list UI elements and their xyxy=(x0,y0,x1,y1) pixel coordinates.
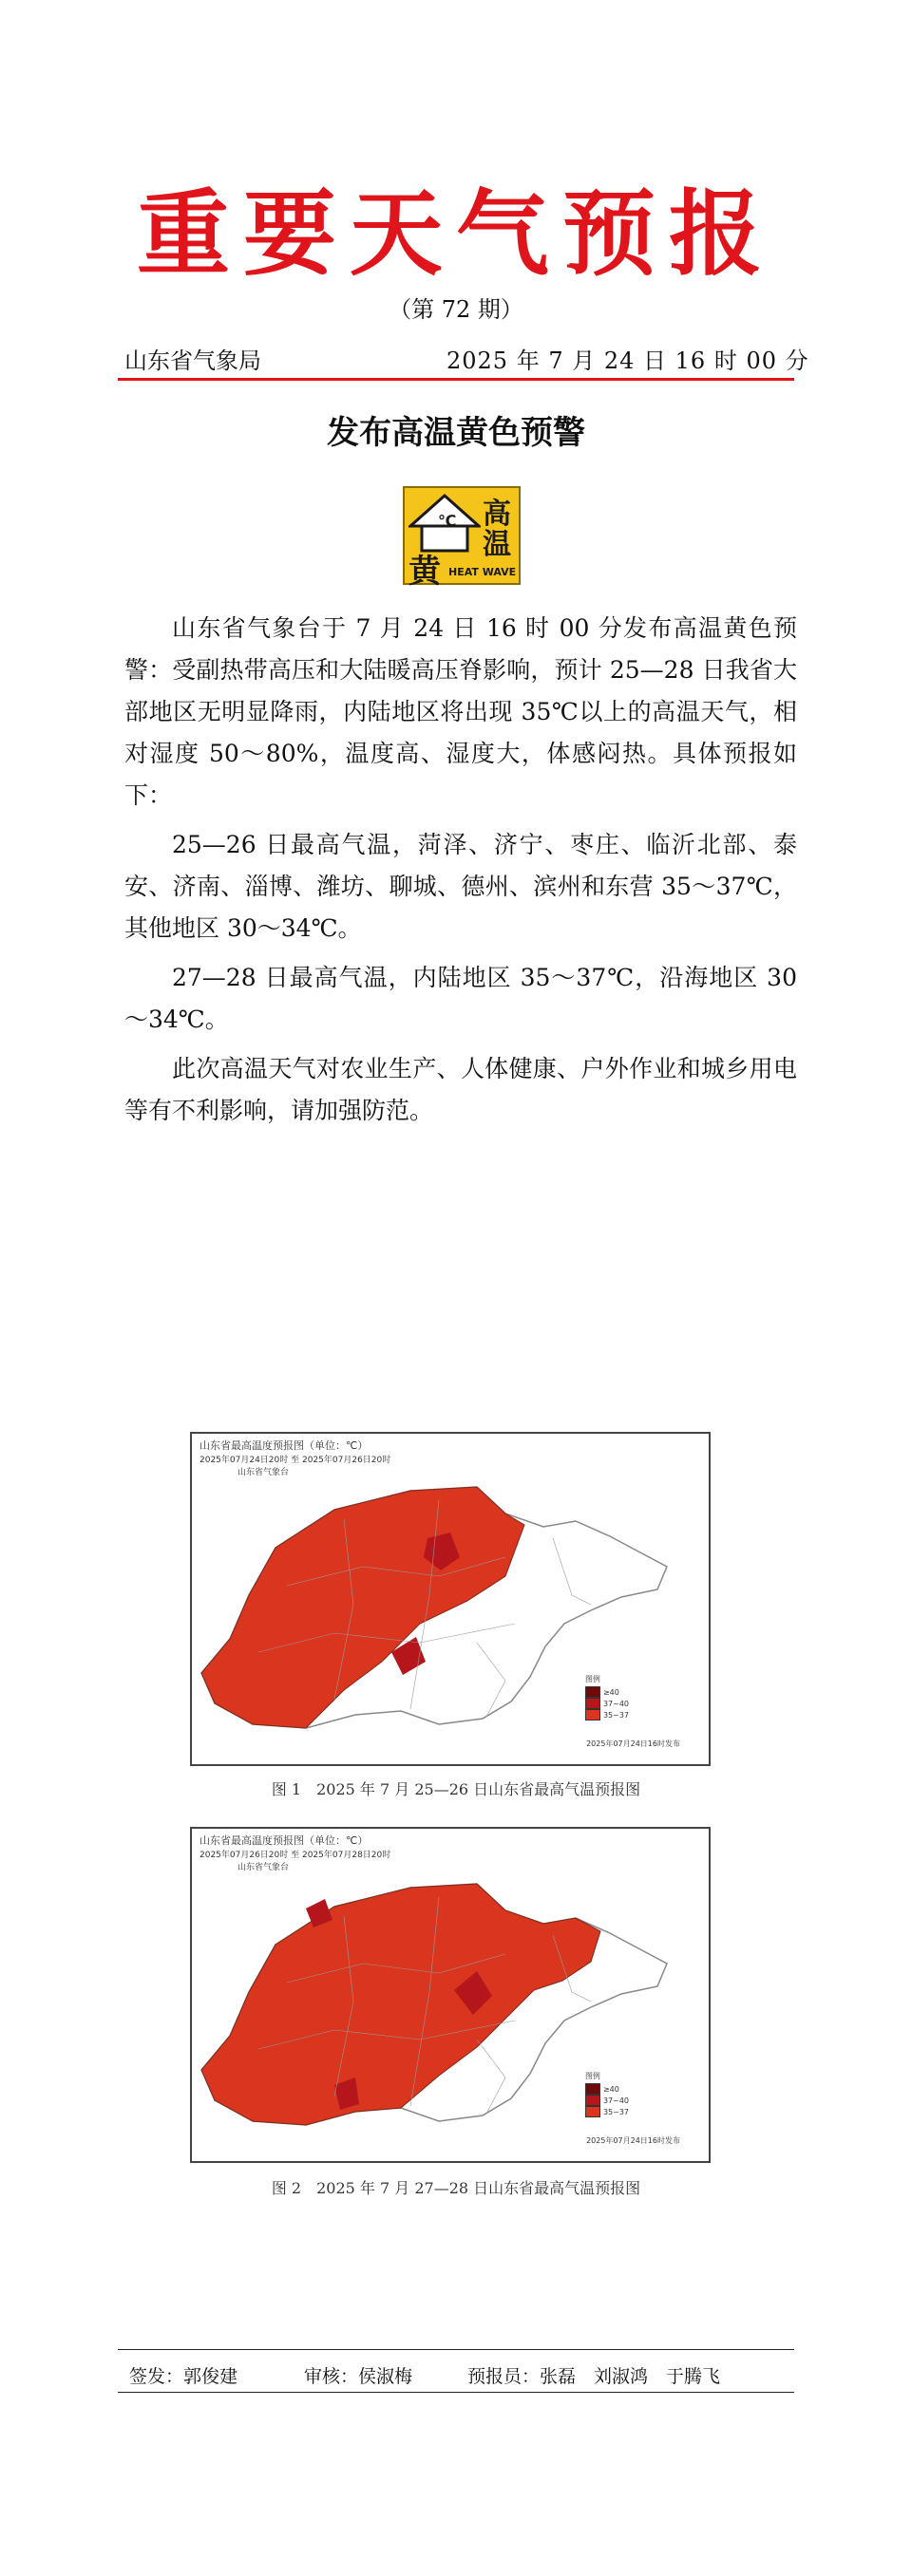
legend-label: 35~37 xyxy=(602,1710,629,1720)
sign-char-temperature: 温 xyxy=(483,528,511,561)
forecast-body xyxy=(124,608,797,1139)
legend-title: 图例 xyxy=(584,1675,600,1683)
legend-label: ≥40 xyxy=(602,1687,619,1697)
figure-2-caption: 图 2 2025 年 7 月 27—28 日山东省最高气温预报图 xyxy=(271,2179,641,2197)
legend-label: 37~40 xyxy=(602,1699,629,1708)
legend-swatch xyxy=(585,2083,600,2095)
masthead-title: 重要天气预报 xyxy=(136,179,775,289)
legend-label: 35~37 xyxy=(602,2107,629,2116)
legend-swatch xyxy=(585,1698,600,1709)
map-1-issued: 2025年07月24日16时发布 xyxy=(586,1739,680,1748)
forecast-map-1 xyxy=(190,1432,711,1766)
legend-row xyxy=(585,1686,629,1698)
forecasters: 预报员：张磊 刘淑鸿 于腾飞 xyxy=(467,2366,721,2387)
legend-row xyxy=(585,2083,629,2095)
svg-text:℃: ℃ xyxy=(438,512,457,530)
issuing-organization: 山东省气象局 xyxy=(124,348,261,374)
sign-english-label: HEAT WAVE xyxy=(448,566,517,578)
legend-swatch xyxy=(585,1686,600,1698)
heat-wave-warning-sign xyxy=(403,486,521,591)
shandong-temperature-map-2 xyxy=(192,1829,711,2163)
legend-swatch xyxy=(585,2106,600,2117)
paragraph-27-28: 27—28 日最高气温，内陆地区 35～37℃，沿海地区 30～34℃。 xyxy=(124,964,797,1033)
map-1-header xyxy=(200,1438,390,1477)
legend-label: ≥40 xyxy=(602,2084,619,2094)
legend-swatch xyxy=(585,1709,600,1720)
map-2-issued: 2025年07月24日16时发布 xyxy=(586,2136,680,2145)
issue-datetime: 2025 年 7 月 24 日 16 时 00 分 xyxy=(446,348,809,374)
map-1-org: 山东省气象台 xyxy=(238,1468,290,1477)
map-2-legend xyxy=(585,2071,629,2117)
map-1-legend xyxy=(585,1674,629,1720)
shandong-temperature-map-1 xyxy=(192,1434,711,1766)
reviewed-by: 审核：侯淑梅 xyxy=(304,2366,413,2387)
legend-swatch xyxy=(585,2095,600,2106)
forecast-map-2 xyxy=(190,1827,711,2163)
figure-1-caption: 图 1 2025 年 7 月 25—26 日山东省最高气温预报图 xyxy=(271,1780,641,1798)
map-1-time-range: 2025年07月24日20时 至 2025年07月26日20时 xyxy=(200,1456,391,1465)
map-2-org: 山东省气象台 xyxy=(238,1863,290,1872)
signed-by: 签发：郭俊建 xyxy=(129,2366,238,2387)
sign-char-yellow: 黄 xyxy=(408,553,441,591)
map-1-title: 山东省最高温度预报图（单位：℃） xyxy=(200,1439,369,1452)
map-2-title: 山东省最高温度预报图（单位：℃） xyxy=(200,1834,369,1847)
document-title: 发布高温黄色预警 xyxy=(327,414,585,452)
footer-divider-bottom xyxy=(118,2392,794,2393)
legend-label: 37~40 xyxy=(602,2096,629,2105)
paragraph-25-26: 25—26 日最高气温，菏泽、济宁、枣庄、临沂北部、泰安、济南、淄博、潍坊、聊城、德州、滨州和东营 35～37℃，其他地区 30～34℃。 xyxy=(124,831,797,942)
map-2-time-range: 2025年07月26日20时 至 2025年07月28日20时 xyxy=(200,1851,391,1860)
header-divider xyxy=(118,378,794,381)
legend-row xyxy=(585,2106,629,2117)
legend-title: 图例 xyxy=(584,2072,600,2080)
paragraph-advice: 此次高温天气对农业生产、人体健康、户外作业和城乡用电等有不利影响，请加强防范。 xyxy=(124,1055,797,1124)
legend-row xyxy=(585,1698,629,1709)
footer-divider-top xyxy=(118,2349,794,2350)
map-2-header xyxy=(200,1833,390,1872)
issue-number: （第 72 期） xyxy=(389,296,523,323)
paragraph-overview: 山东省气象台于 7 月 24 日 16 时 00 分发布高温黄色预警：受副热带高压和大陆暖高压脊影响，预计 25—28 日我省大部地区无明显降雨，内陆地区将出现 35℃以上的高温天气，相对湿度 50～80%，温度高、湿度大，体感闷热。具体预报如下： xyxy=(124,614,797,809)
legend-row xyxy=(585,2095,629,2106)
sign-char-high: 高 xyxy=(483,498,511,531)
legend-row xyxy=(585,1709,629,1720)
